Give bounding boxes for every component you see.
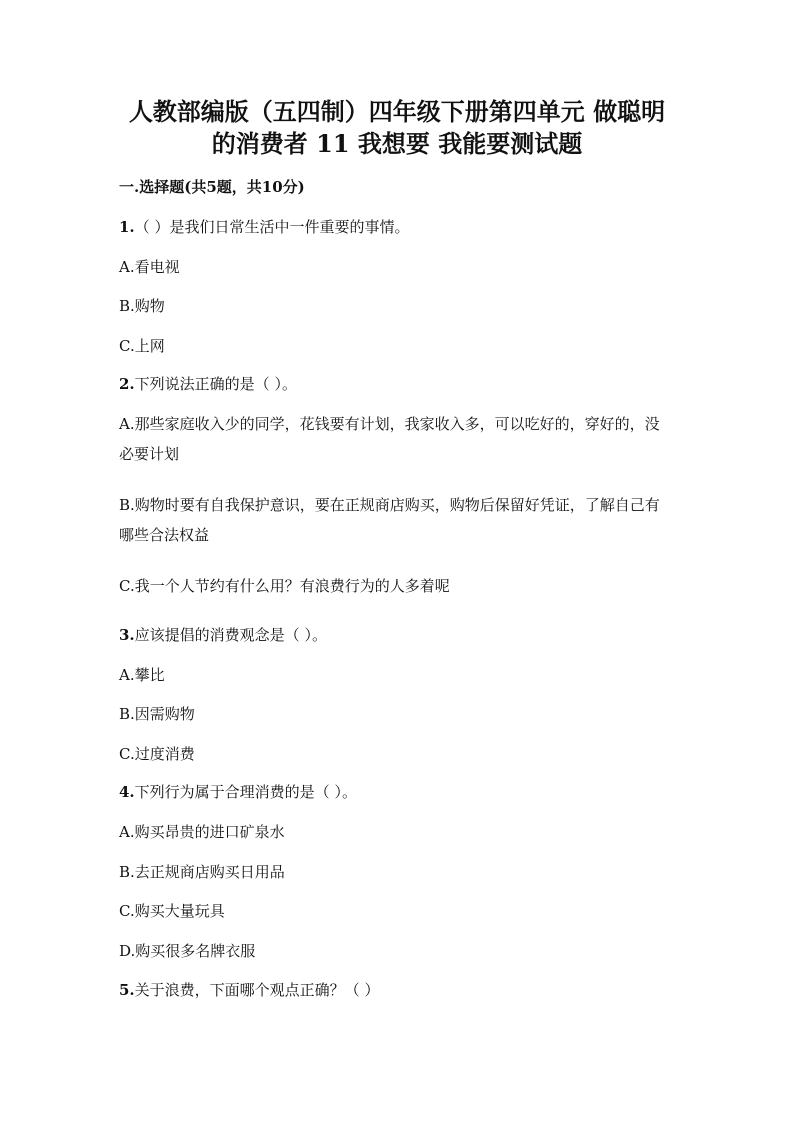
question-3 <box>119 624 327 646</box>
question-1 <box>119 216 409 238</box>
option-2a: A.那些家庭收入少的同学，花钱要有计划，我家收入多，可以吃好的，穿好的，没必要计划 <box>119 415 660 463</box>
question-number: 4. <box>119 783 135 801</box>
page-title-line-1: 人教部编版（五四制）四年级下册第四单元 做聪明 <box>128 97 666 126</box>
option-1b: B.购物 <box>119 297 165 315</box>
question-number: 5. <box>119 981 135 999</box>
question-2 <box>119 373 297 395</box>
option-3b: B.因需购物 <box>119 705 195 723</box>
option-3c: C.过度消费 <box>119 745 195 763</box>
option-4a: A.购买昂贵的进口矿泉水 <box>119 823 285 841</box>
question-stem: 应该提倡的消费观念是（ ）。 <box>134 626 327 644</box>
question-stem: （ ）是我们日常生活中一件重要的事情。 <box>134 218 410 236</box>
option-4b: B.去正规商店购买日用品 <box>119 863 285 881</box>
option-2b: B.购物时要有自我保护意识，要在正规商店购买，购物后保留好凭证，了解自己有哪些合法权益 <box>119 496 660 544</box>
option-1c: C.上网 <box>119 337 165 355</box>
question-stem: 下列行为属于合理消费的是（ ）。 <box>134 783 357 801</box>
option-3a: A.攀比 <box>119 666 165 684</box>
option-4c: C.购买大量玩具 <box>119 902 225 920</box>
option-4d: D.购买很多名牌衣服 <box>119 942 256 960</box>
question-number: 3. <box>119 626 135 644</box>
question-4 <box>119 781 357 803</box>
section-heading: 一.选择题(共5题，共10分) <box>119 178 305 196</box>
option-1a: A.看电视 <box>119 258 180 276</box>
question-5 <box>119 979 379 1001</box>
question-number: 1. <box>119 218 135 236</box>
page-title-line-2: 的消费者 11 我想要 我能要测试题 <box>211 129 583 158</box>
question-stem: 下列说法正确的是（ ）。 <box>134 375 297 393</box>
question-stem: 关于浪费，下面哪个观点正确？（ ） <box>134 981 380 999</box>
option-2c: C.我一个人节约有什么用？有浪费行为的人多着呢 <box>119 577 450 595</box>
question-number: 2. <box>119 375 135 393</box>
